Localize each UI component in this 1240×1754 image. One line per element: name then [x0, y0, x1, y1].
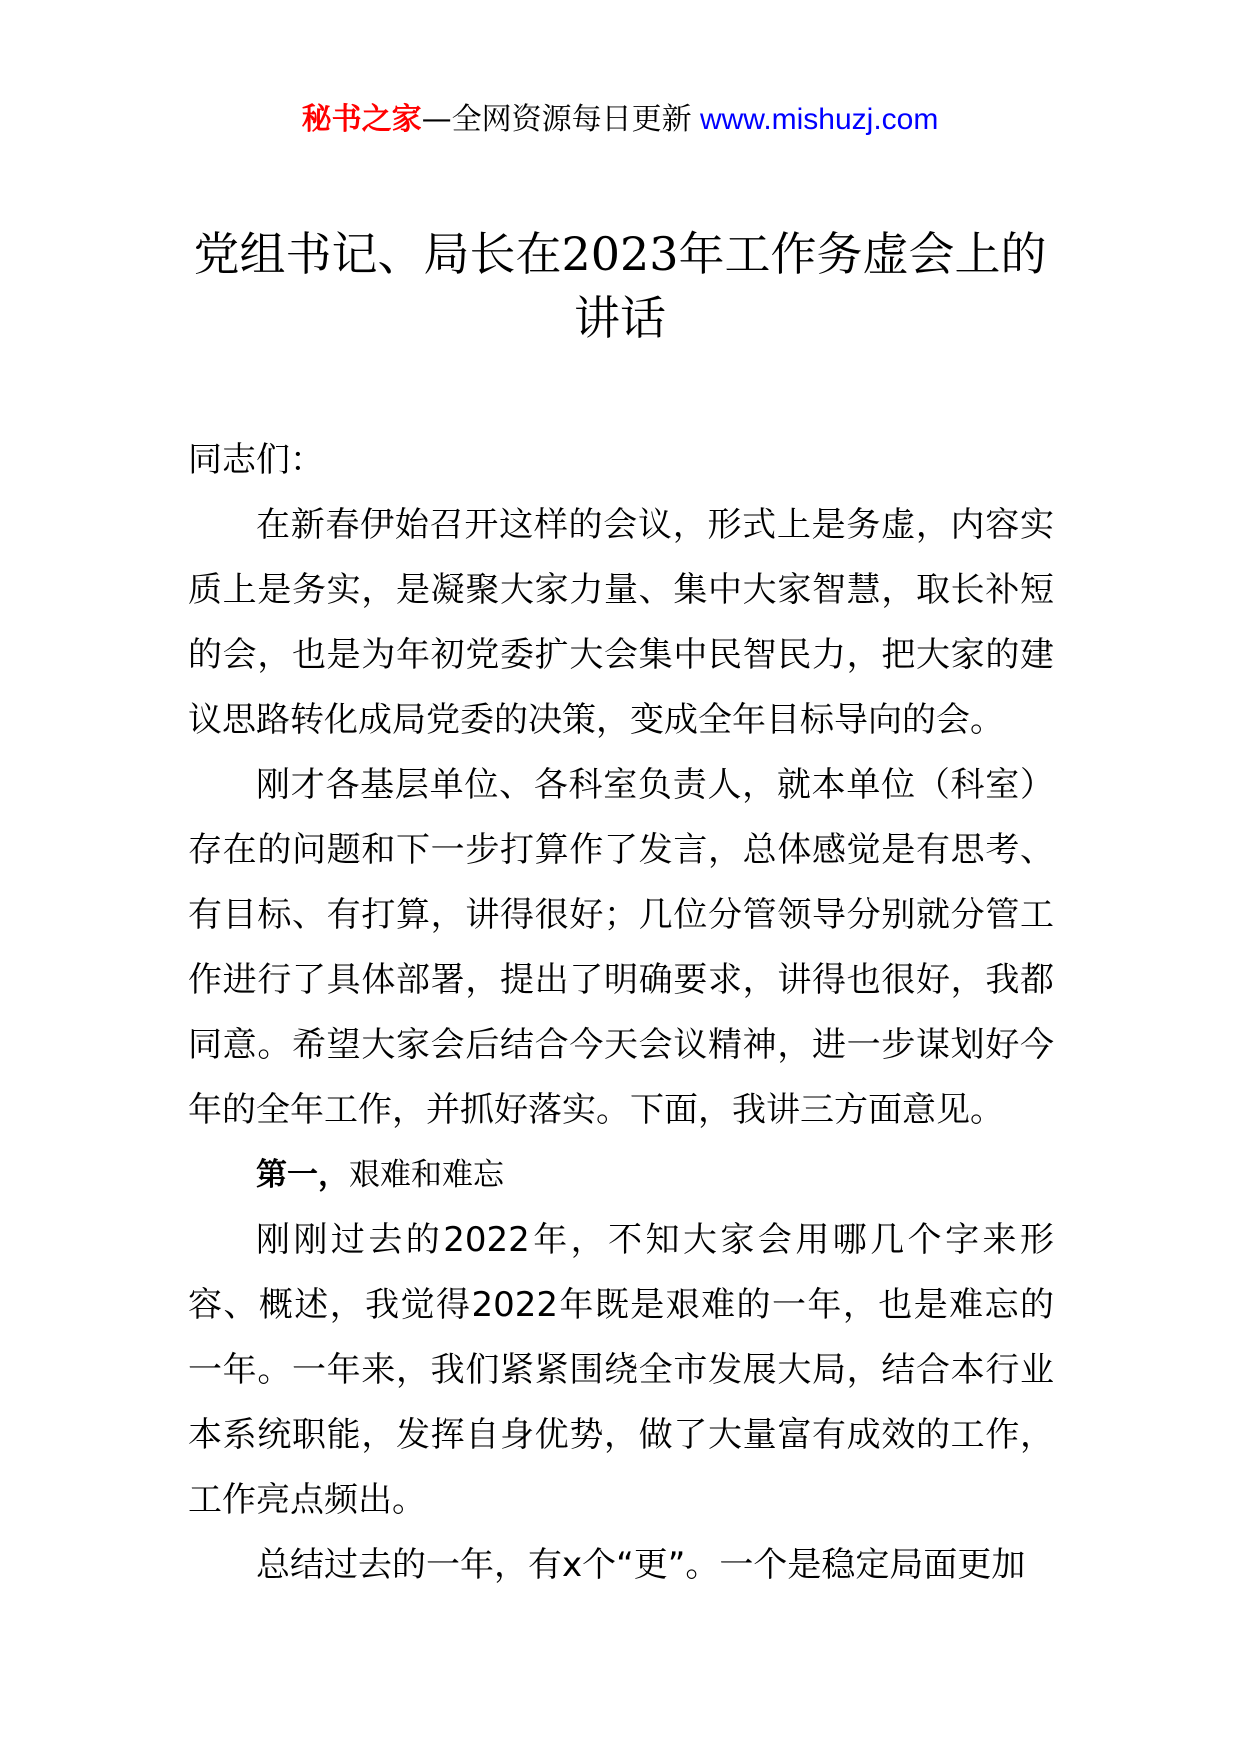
site-url-link[interactable]: www.mishuzj.com: [691, 103, 939, 136]
section-title: 艰难和难忘: [349, 1157, 504, 1193]
title-line-2: 讲话: [574, 291, 666, 345]
site-slogan: —全网资源每日更新: [421, 102, 692, 137]
paragraph: 总结过去的一年，有x个“更”。一个是稳定局面更加: [256, 1545, 1026, 1585]
document-body: [188, 428, 1054, 1598]
section-number: 第一，: [256, 1157, 349, 1193]
paragraph: 刚才各基层单位、各科室负责人，就本单位（科室）存在的问题和下一步打算作了发言，总体感觉是有思考、有目标、有打算，讲得很好；几位分管领导分别就分管工作进行了具体部署，提出了明确要求，讲得也很好，我都同意。希望大家会后结合今天会议精神，进一步谋划好今年的全年工作，并抓好落实。下面，我讲三方面意见。: [188, 765, 1054, 1130]
section-heading: [188, 1143, 1054, 1208]
title-line-1: 党组书记、局长在2023年工作务虚会上的: [193, 227, 1047, 281]
document-title: [150, 222, 1090, 350]
site-brand: 秘书之家: [301, 102, 422, 137]
paragraph: 在新春伊始召开这样的会议，形式上是务虚，内容实质上是务实，是凝聚大家力量、集中大家智慧，取长补短的会，也是为年初党委扩大会集中民智民力，把大家的建议思路转化成局党委的决策，变成全年目标导向的会。: [188, 505, 1054, 740]
salutation: 同志们：: [188, 440, 324, 480]
site-header-banner: [0, 98, 1240, 142]
paragraph: 刚刚过去的2022年，不知大家会用哪几个字来形容、概述，我觉得2022年既是艰难的一年，也是难忘的一年。一年来，我们紧紧围绕全市发展大局，结合本行业本系统职能，发挥自身优势，做了大量富有成效的工作，工作亮点频出。: [188, 1220, 1054, 1520]
